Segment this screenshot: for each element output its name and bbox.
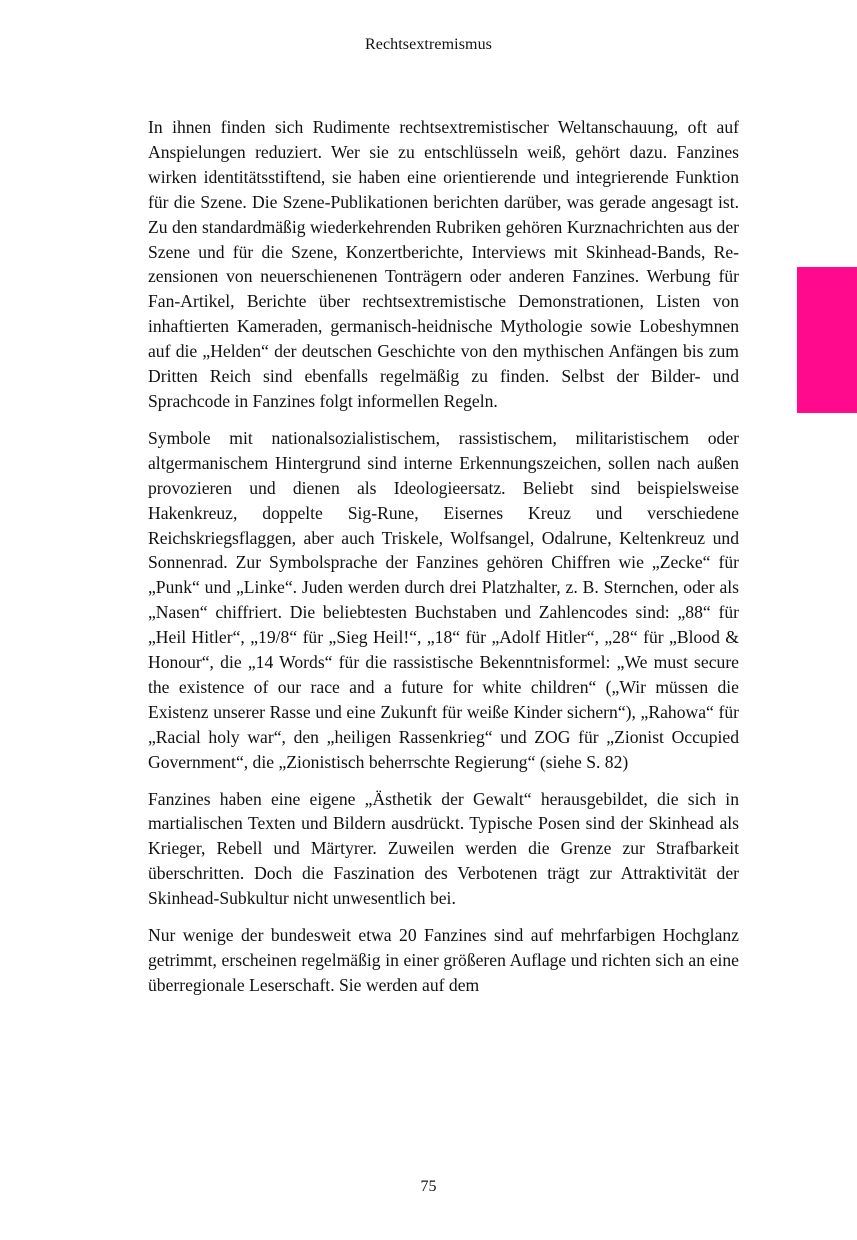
body-text <box>148 115 739 1010</box>
paragraph-2: Symbole mit nationalsozialistischem, rassistischem, militaristischem oder altgermanischem Hintergrund sind interne Erkennungszeichen, sollen nach außen provozieren und dienen als Ideologieersatz. Beliebt sind beispielsweise Hakenkreuz, doppelte Sig-Rune, Eisernes Kreuz und verschiedene Reichskriegsflaggen, aber auch Triskele, Wolfsangel, Odalrune, Keltenkreuz und Sonnenrad. Zur Symbolsprache der Fanzines gehören Chiffren wie „Zecke“ für „Punk“ und „Linke“. Juden werden durch drei Platzhalter, z. B. Sternchen, oder als „Nasen“ chiffriert. Die beliebtesten Buchstaben und Zahlencodes sind: „88“ für „Heil Hitler“, „19/8“ für „Sieg Heil!“, „18“ für „Adolf Hitler“, „28“ für „Blood & Honour“, die „14 Words“ für die rassistische Bekenntnisformel: „We must secure the existence of our race and a future for white children“ („Wir müssen die Existenz unserer Rasse und eine Zukunft für weiße Kinder sichern“), „Rahowa“ für „Racial holy war“, den „heiligen Rassenkrieg“ und ZOG für „Zionist Occupied Government“, die „Zionistisch beherrschte Regierung“ (siehe S. 82) <box>148 427 739 772</box>
page-number: 75 <box>420 1178 437 1195</box>
paragraph-1: In ihnen finden sich Rudimente rechtsextremistischer Weltanschauung, oft auf Anspielungen reduziert. Wer sie zu entschlüsseln weiß, gehört dazu. Fanzines wirken identitätsstiftend, sie haben eine orientierende und integrierende Funktion für die Szene. Die Szene-Publikationen berichten darüber, was gerade angesagt ist. Zu den standardmäßig wiederkehrenden Rubriken gehören Kurznachrichten aus der Szene und für die Szene, Konzertberichte, Interviews mit Skinhead-Bands, Rezensionen von neuerschienenen Tonträgern oder anderen Fanzines. Werbung für Fan-Artikel, Berichte über rechtsextremistische Demonstrationen, Listen von inhaftierten Kameraden, germanisch-heidnische Mythologie sowie Lobeshymnen auf die „Helden“ der deutschen Geschichte von den mythischen Anfängen bis zum Dritten Reich sind ebenfalls regelmäßig zu finden. Selbst der Bilder- und Sprachcode in Fanzines folgt informellen Regeln. <box>148 117 739 411</box>
paragraph-3: Fanzines haben eine eigene „Ästhetik der Gewalt“ herausgebildet, die sich in martialischen Texten und Bildern ausdrückt. Typische Posen sind der Skinhead als Krieger, Rebell und Märtyrer. Zuweilen werden die Grenze zur Strafbarkeit überschritten. Doch die Faszination des Verbotenen trägt zur Attraktivität der Skinhead-Subkultur nicht unwesentlich bei. <box>148 788 739 909</box>
running-head: Rechtsextremismus <box>364 36 492 53</box>
paragraph-4: Nur wenige der bundesweit etwa 20 Fanzines sind auf mehrfarbigen Hochglanz getrimmt, erscheinen regelmäßig in einer größeren Auflage und richten sich an eine überregionale Leserschaft. Sie werden auf dem <box>148 925 739 995</box>
chapter-tab-marker <box>797 267 857 413</box>
